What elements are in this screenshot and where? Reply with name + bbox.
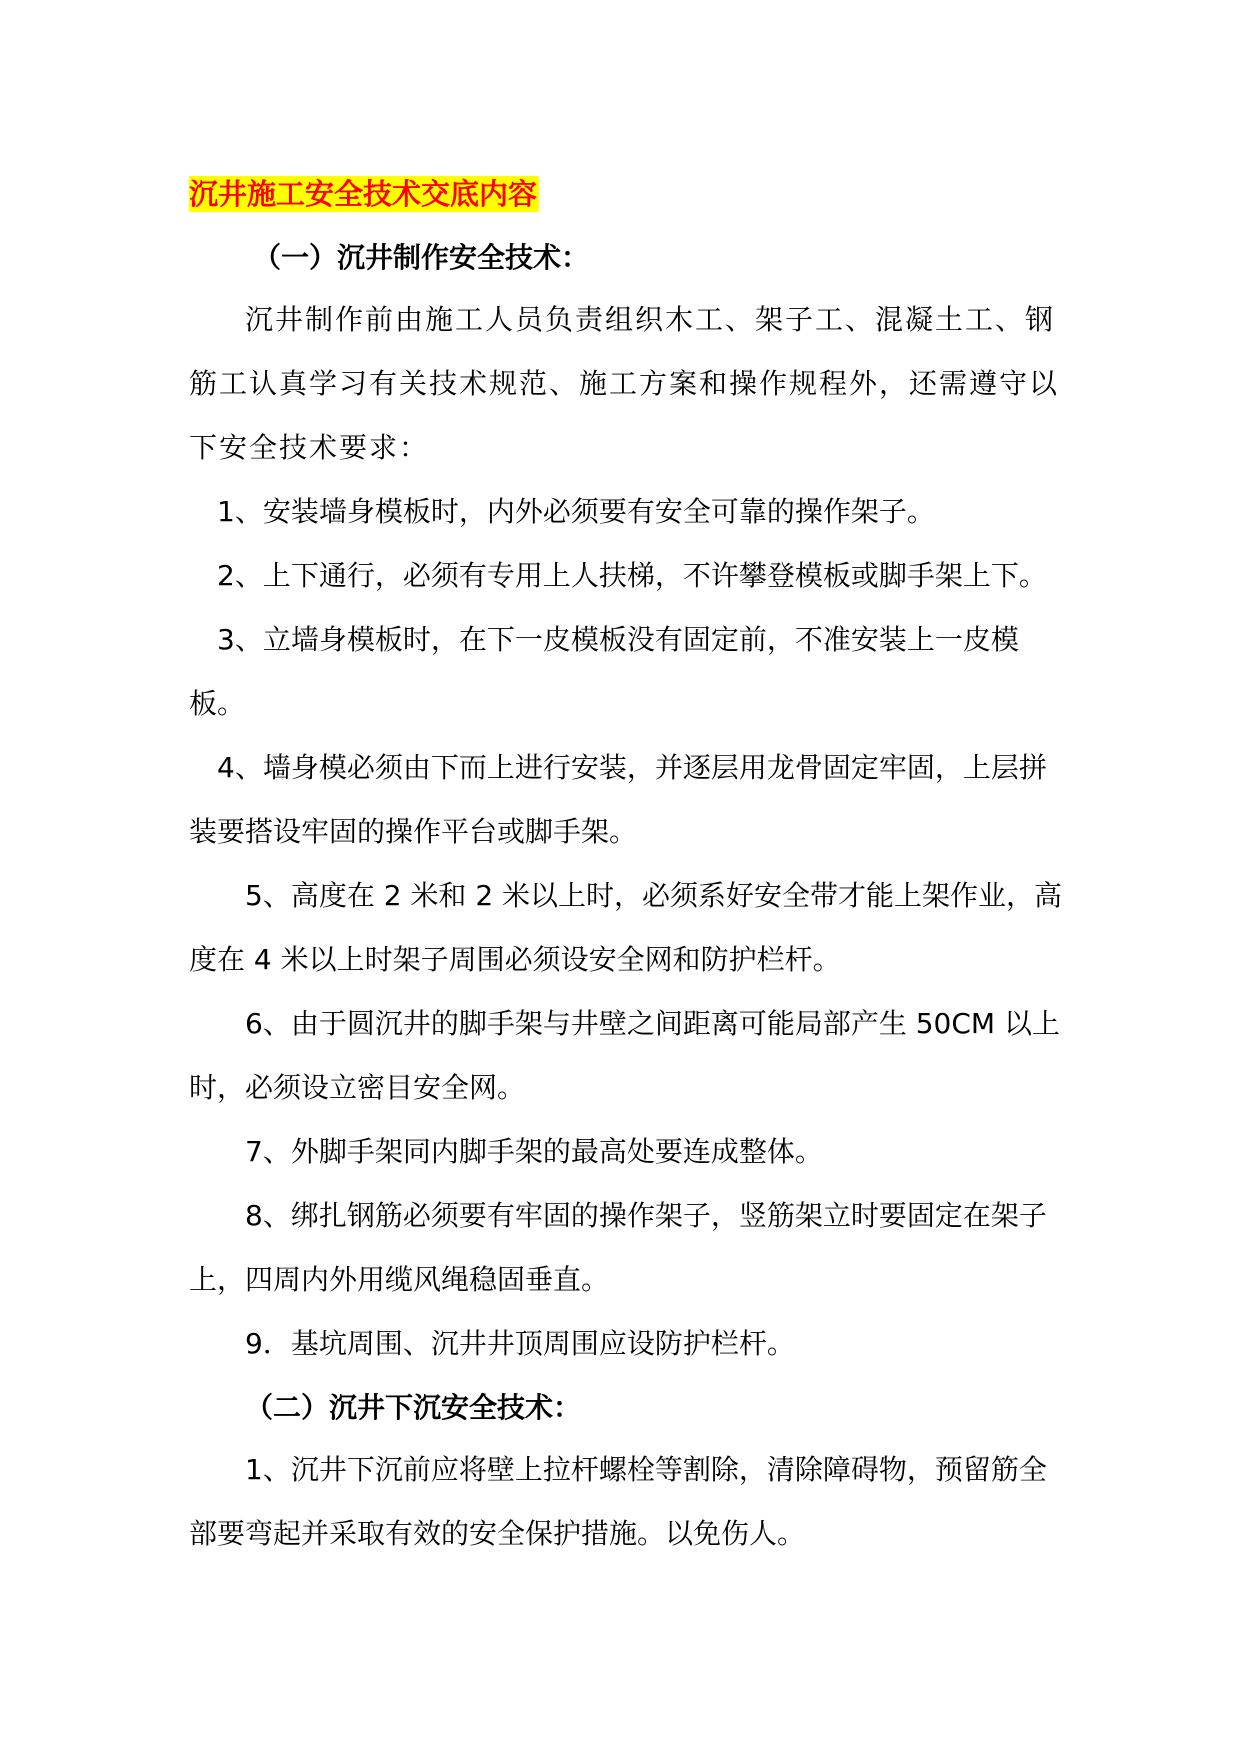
list-item: 2、上下通行，必须有专用上人扶梯，不许攀登模板或脚手架上下。 [217,559,1047,592]
list-item: 1、沉井下沉前应将壁上拉杆螺栓等割除，清除障碍物，预留筋全部要弯起并采取有效的安全保护措施。以免伤人。 [189,1453,1047,1550]
list-item: 8、绑扎钢筋必须要有牢固的操作架子，竖筋架立时要固定在架子上，四周内外用缆风绳稳固垂直。 [189,1199,1047,1296]
list-item: 9．基坑周围、沉井井顶周围应设防护栏杆。 [245,1327,795,1360]
document-body [189,176,1069,1566]
document-title: 沉井施工安全技术交底内容 [189,177,538,211]
intro-paragraph: 沉井制作前由施工人员负责组织木工、架子工、混凝土工、钢筋工认真学习有关技术规范、施工方案和操作规程外，还需遵守以下安全技术要求： [189,303,1060,464]
list-item: 7、外脚手架同内脚手架的最高处要连成整体。 [245,1135,823,1168]
section-heading-sinking: （二）沉井下沉安全技术： [245,1391,582,1424]
list-item: 1、安装墙身模板时，内外必须要有安全可靠的操作架子。 [217,495,935,528]
list-item: 5、高度在 2 米和 2 米以上时，必须系好安全带才能上架作业，高度在 4 米以上时架子周围必须设安全网和防护栏杆。 [189,879,1063,976]
list-item: 4、墙身模必须由下而上进行安装，并逐层用龙骨固定牢固，上层拼装要搭设牢固的操作平台或脚手架。 [189,751,1047,848]
list-item: 6、由于圆沉井的脚手架与井壁之间距离可能局部产生 50CM 以上时，必须设立密目安全网。 [189,1007,1060,1104]
list-item: 3、立墙身模板时，在下一皮模板没有固定前，不准安装上一皮模板。 [189,623,1019,720]
section-heading-production: （一）沉井制作安全技术： [253,241,590,274]
